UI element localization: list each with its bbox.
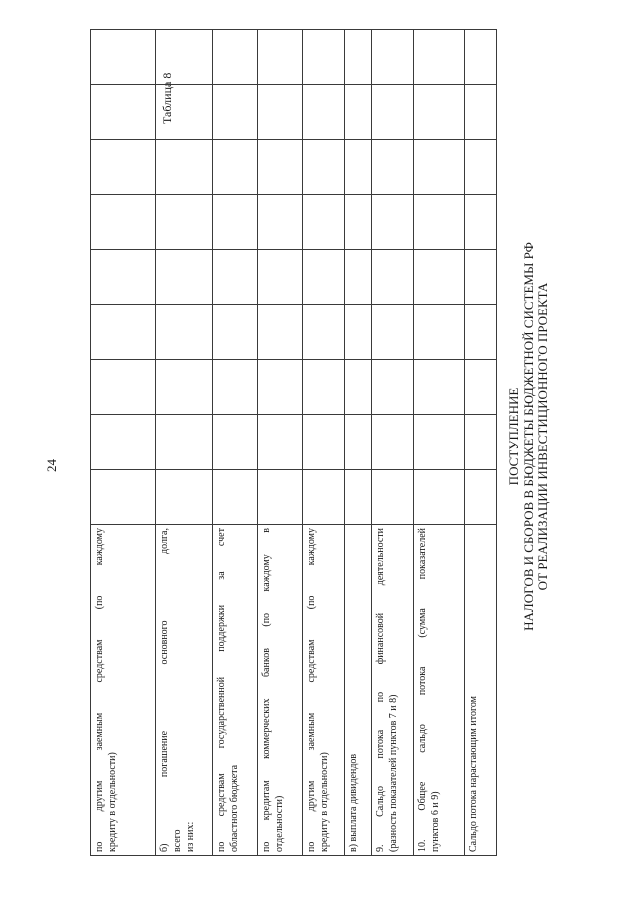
table-cell — [91, 250, 156, 305]
table-cell — [258, 305, 303, 360]
table-cell — [213, 30, 258, 85]
row-label — [414, 525, 465, 856]
table-cell — [156, 195, 213, 250]
table-cell — [213, 360, 258, 415]
table-cell — [414, 30, 465, 85]
table-cell — [465, 470, 497, 525]
table-row — [465, 30, 497, 856]
table-cell — [156, 305, 213, 360]
table-cell — [303, 470, 345, 525]
table-cell — [372, 305, 414, 360]
table-row — [372, 30, 414, 856]
table-row — [303, 30, 345, 856]
row-label-line: в) выплата дивидендов — [348, 753, 359, 852]
table-cell — [213, 415, 258, 470]
row-label-line: всего — [172, 829, 183, 852]
table-cell — [91, 360, 156, 415]
table-cell — [465, 195, 497, 250]
table-cell — [414, 250, 465, 305]
row-label-line: отдельности) — [274, 795, 285, 852]
table-row — [91, 30, 156, 856]
table-cell — [372, 360, 414, 415]
table-cell — [303, 250, 345, 305]
table-cell — [156, 30, 213, 85]
table-cell — [345, 360, 372, 415]
table-cell — [303, 140, 345, 195]
table-cell — [372, 140, 414, 195]
table-row — [414, 30, 465, 856]
table-cell — [258, 30, 303, 85]
row-label — [91, 525, 156, 856]
table-cell — [213, 250, 258, 305]
table-cell — [372, 470, 414, 525]
table-cell — [156, 250, 213, 305]
table-cell — [345, 470, 372, 525]
table-cell — [372, 85, 414, 140]
row-label-line: по другим заемным средствам (по каждому — [306, 528, 317, 852]
row-label — [465, 525, 497, 856]
table-cell — [303, 195, 345, 250]
row-label-line: (разность показателей пунктов 7 и 8) — [388, 694, 399, 852]
table-cell — [465, 250, 497, 305]
table-cell — [213, 85, 258, 140]
table-cell — [345, 140, 372, 195]
page-number: 24 — [44, 459, 59, 472]
table-cell — [345, 30, 372, 85]
table-label: Таблица 8 — [160, 72, 174, 124]
table-cell — [213, 140, 258, 195]
table-cell — [345, 250, 372, 305]
table-cell — [91, 140, 156, 195]
table-cell — [91, 30, 156, 85]
row-label-line: кредиту в отдельности) — [107, 752, 118, 852]
table-cell — [414, 415, 465, 470]
table-cell — [303, 305, 345, 360]
table-cell — [465, 30, 497, 85]
table-cell — [372, 415, 414, 470]
table-cell — [156, 360, 213, 415]
table-cell — [213, 195, 258, 250]
table-cell — [91, 305, 156, 360]
table-cell — [156, 415, 213, 470]
table-cell — [465, 305, 497, 360]
table-cell — [91, 85, 156, 140]
table-cell — [258, 415, 303, 470]
row-label — [372, 525, 414, 856]
row-label — [156, 525, 213, 856]
table-cell — [414, 195, 465, 250]
table-cell — [156, 470, 213, 525]
table-cell — [465, 360, 497, 415]
table-cell — [303, 85, 345, 140]
table-cell — [258, 85, 303, 140]
table-cell — [345, 305, 372, 360]
row-label-line: б) погашение основного долга, — [159, 528, 170, 852]
cash-flow-table — [90, 29, 497, 856]
row-label-line: из них: — [185, 821, 196, 852]
table-cell — [414, 305, 465, 360]
table-cell — [91, 195, 156, 250]
table-cell — [465, 140, 497, 195]
table-cell — [345, 415, 372, 470]
row-label — [303, 525, 345, 856]
row-label-line: областного бюджета — [229, 764, 240, 852]
row-label-line: по средствам государственной поддержки за счет — [216, 528, 227, 852]
row-label-line: Сальдо потока нарастающим итогом — [468, 696, 479, 852]
table-cell — [345, 85, 372, 140]
table-cell — [414, 470, 465, 525]
row-label-line: 9. Сальдо потока по финансовой деятельности — [375, 528, 386, 852]
row-label-line: кредиту в отдельности) — [319, 752, 330, 852]
row-label-line: пунктов 6 и 9) — [430, 791, 441, 852]
table-row — [258, 30, 303, 856]
table-cell — [372, 195, 414, 250]
table-cell — [465, 415, 497, 470]
title-line-2: НАЛОГОВ И СБОРОВ В БЮДЖЕТЫ БЮДЖЕТНОЙ СИСТЕМЫ РФ — [520, 242, 536, 631]
table-cell — [414, 360, 465, 415]
table-cell — [91, 415, 156, 470]
table-cell — [258, 250, 303, 305]
table-row — [345, 30, 372, 856]
table-cell — [213, 470, 258, 525]
table-cell — [372, 250, 414, 305]
table-cell — [91, 470, 156, 525]
document-title — [507, 149, 551, 724]
row-label — [258, 525, 303, 856]
table-cell — [345, 195, 372, 250]
row-label — [213, 525, 258, 856]
table-cell — [372, 30, 414, 85]
table-cell — [303, 30, 345, 85]
table-cell — [156, 140, 213, 195]
title-line-1: ПОСТУПЛЕНИЕ — [506, 387, 521, 486]
table-row — [213, 30, 258, 856]
table-cell — [258, 195, 303, 250]
table-cell — [465, 85, 497, 140]
row-label-line: по другим заемным средствам (по каждому — [94, 528, 105, 852]
table-cell — [258, 140, 303, 195]
table-cell — [258, 360, 303, 415]
table-cell — [156, 85, 213, 140]
table-row — [156, 30, 213, 856]
table-cell — [414, 85, 465, 140]
row-label-line: 10. Общее сальдо потока (сумма показателей — [417, 528, 428, 852]
row-label — [345, 525, 372, 856]
title-line-3: ОТ РЕАЛИЗАЦИИ ИНВЕСТИЦИОННОГО ПРОЕКТА — [535, 282, 550, 591]
table-cell — [414, 140, 465, 195]
row-label-line: по кредитам коммерческих банков (по каждому в — [261, 528, 272, 852]
table-cell — [303, 415, 345, 470]
table-cell — [303, 360, 345, 415]
table-cell — [213, 305, 258, 360]
table-cell — [258, 470, 303, 525]
